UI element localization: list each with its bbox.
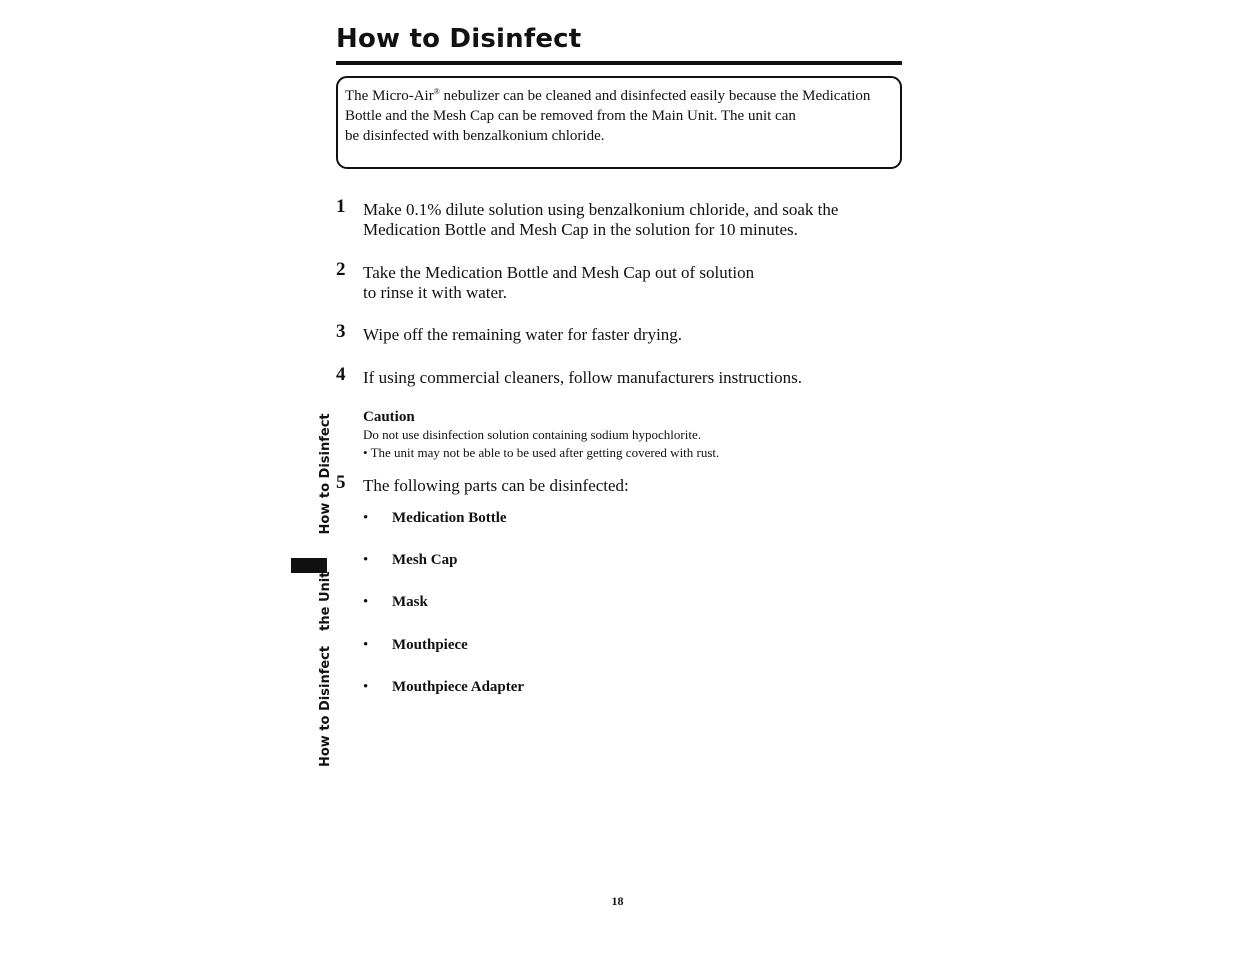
caution-line-1: Do not use disinfection solution containing sodium hypochlorite. (363, 427, 701, 442)
step-line: to rinse it with water. (363, 283, 508, 302)
part-label: Mouthpiece (392, 637, 468, 653)
intro-line-2: Bottle and the Mesh Cap can be removed from the Main Unit. The unit can (345, 108, 796, 124)
step-line: Wipe off the remaining water for faster drying. (363, 325, 683, 344)
caution-note (363, 408, 719, 462)
bullet: • (363, 679, 369, 695)
step-number: 4 (336, 364, 346, 385)
bullet: • (363, 552, 369, 568)
step-line: Medication Bottle and Mesh Cap in the solution for 10 minutes. (363, 220, 798, 239)
part-label: Medication Bottle (392, 510, 507, 526)
step-line: If using commercial cleaners, follow manufacturers instructions. (363, 368, 803, 387)
step-number: 2 (336, 259, 346, 280)
step-text (363, 476, 629, 496)
registered-mark: ® (433, 87, 440, 96)
step-line: Take the Medication Bottle and Mesh Cap out of solution (363, 263, 755, 282)
step-number: 1 (336, 196, 346, 217)
intro-line-1 (345, 86, 893, 106)
side-nav-part-3: How to Disinfect (318, 413, 333, 535)
page-number: 18 (611, 894, 624, 908)
part-label: Mesh Cap (392, 552, 458, 568)
caution-line-2: • The unit may not be able to be used after getting covered with rust. (363, 445, 720, 460)
part-label: Mouthpiece Adapter (392, 679, 525, 695)
bullet: • (363, 594, 369, 610)
bullet: • (363, 510, 369, 526)
bullet: • (363, 637, 369, 653)
part-label: Mask (392, 594, 428, 610)
step-number: 3 (336, 321, 346, 342)
step-text (363, 368, 802, 388)
step-text (363, 263, 754, 303)
step-text (363, 325, 682, 345)
side-section-nav (318, 413, 333, 767)
caution-title: Caution (363, 409, 415, 425)
side-nav-part-1: How to Disinfect (318, 645, 333, 767)
intro-line-3: be disinfected with benzalkonium chloride. (345, 128, 605, 144)
step-text (363, 200, 838, 240)
title-divider (336, 61, 902, 65)
step-number: 5 (336, 472, 346, 493)
intro-box (336, 76, 902, 169)
side-nav-part-2: the Unit (318, 571, 333, 631)
page-title: How to Disinfect (336, 24, 582, 54)
intro-brand: The Micro-Air (345, 88, 434, 104)
intro-line-1-text: nebulizer can be cleaned and disinfected easily because the Medication (439, 88, 871, 104)
step-line: The following parts can be disinfected: (363, 476, 629, 495)
step-line: Make 0.1% dilute solution using benzalkonium chloride, and soak the (363, 200, 839, 219)
